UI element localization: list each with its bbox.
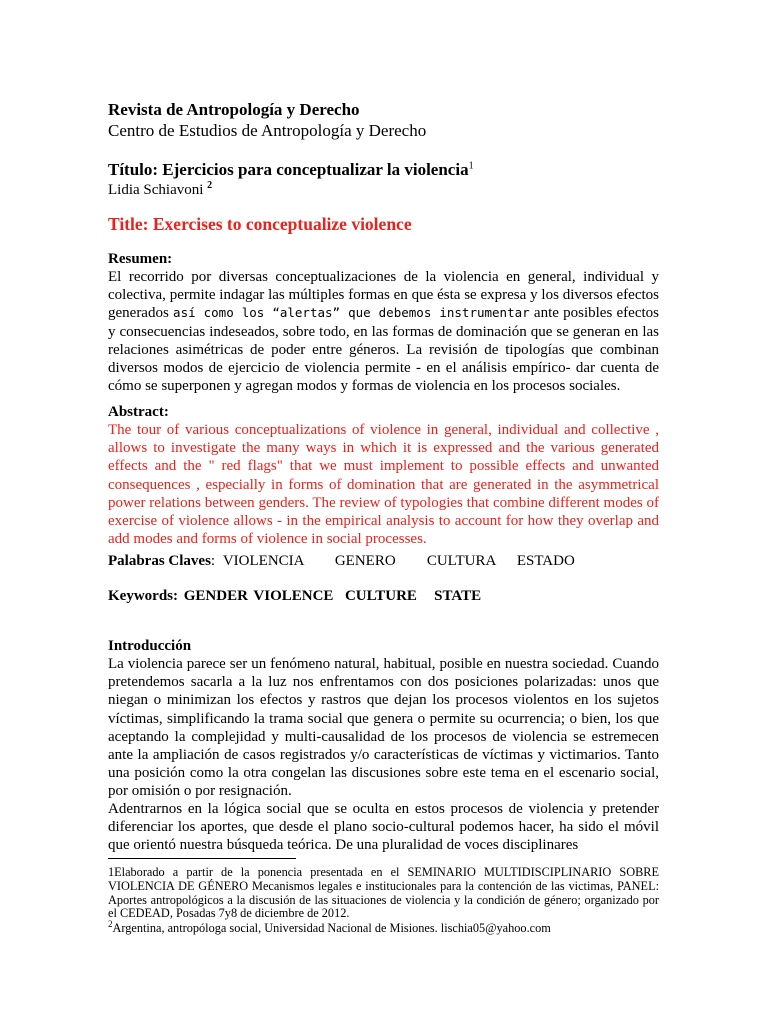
- keywords-label: Keywords:: [108, 588, 178, 604]
- keyword-term: VIOLENCE: [253, 588, 334, 604]
- footnote-1: 1Elaborado a partir de la ponencia presentada en el SEMINARIO MULTIDISCIPLINARIO SOBRE VIOLENCIA DE GÉNERO Mecanismos legales e institucionales para la contención de las victimas, PANEL: Aportes antropológicos a la discusión de las situaciones de violencia y la condición de género; organizado por el CEDEAD, Posadas 7y8 de diciembre de 2012.: [108, 865, 659, 921]
- introduccion-heading: Introducción: [108, 638, 192, 654]
- footnote-2-mark: 2: [108, 918, 113, 929]
- resumen-text-a: El recorrido por diversas conceptualizaciones de la violencia en general, individual y colectiva, permite indagar las múltiples formas en que ésta se expresa y los diversos efectos generados: [108, 269, 659, 322]
- palabras-claves: [108, 552, 575, 570]
- introduccion-para-2: Adentrarnos en la lógica social que se oculta en estos procesos de violencia y pretender diferenciar los aportes, que desde el plano socio-cultural podemos hacer, ha sido el móvil que orientó nuestra búsqueda teórica. De una pluralidad de voces disciplinares: [108, 801, 659, 854]
- footnote-divider: [108, 858, 296, 859]
- resumen-text: [108, 268, 659, 395]
- author-name: Lidia Schiavoni: [108, 182, 204, 198]
- palabra-term: CULTURA: [426, 553, 497, 569]
- spanish-title: [108, 160, 474, 180]
- resumen-text-mono: así como los “alertas” que debemos instrumentar: [173, 305, 530, 321]
- palabras-label: Palabras Claves: [108, 553, 211, 569]
- abstract-heading: Abstract:: [108, 404, 169, 420]
- keyword-term: STATE: [434, 588, 482, 604]
- keyword-term: GENDER: [183, 588, 248, 604]
- palabra-term: ESTADO: [516, 553, 575, 569]
- english-title: Title: Exercises to conceptualize violence: [108, 214, 412, 234]
- footnote-ref-1: 1: [468, 160, 474, 172]
- resumen-heading: Resumen:: [108, 251, 173, 267]
- introduccion-para-1: La violencia parece ser un fenómeno natural, habitual, posible en nuestra sociedad. Cuando pretendemos sacarla a la luz nos enfrentamos con dos posiciones polarizadas: unos que niegan o minimizan los efectos y rastros que dejan los procesos violentos en los sujetos víctimas, simplificando la trama social que genera o permite su ocurrencia; o bien, los que aceptando la complejidad y multi-causalidad de los procesos de violencia se estremecen ante la ampliación de casos registrados y/o características de víctimas y victimarios. Tanto una posición como la otra congelan las discusiones sobre este tema en el escenario social, por omisión o por resignación.: [108, 656, 659, 800]
- palabras-colon: :: [210, 553, 216, 569]
- author-line: [108, 181, 212, 199]
- keywords: [108, 587, 481, 605]
- palabra-term: GENERO: [334, 553, 396, 569]
- abstract-text: The tour of various conceptualizations of violence in general, individual and collective , allows to investigate the many ways in which it is expressed and the various generated effects and the " red flags" that we must implement to possible effects and unwanted consequences , especially in forms of domination that are generated in the asymmetrical power relations between genders. The review of typologies that combine different modes of exercise of violence allows - in the empirical analysis to account for how they overlap and add modes and forms of violence in social processes.: [108, 422, 659, 548]
- footnote-2: [108, 918, 659, 936]
- spanish-title-text: Título: Ejercicios para conceptualizar la violencia: [108, 160, 469, 179]
- footnote-ref-2: 2: [207, 180, 213, 191]
- keyword-term: CULTURE: [344, 588, 417, 604]
- journal-title: Revista de Antropología y Derecho: [108, 100, 360, 119]
- resumen-text-b: ante posibles efectos y consecuencias indeseados, sobre todo, en las formas de dominación que se generan en las relaciones asimétricas de poder entre géneros. La revisión de tipologías que combinan diversos modos de ejercicio de violencia permite - en el análisis empírico- dar cuenta de cómo se superponen y agregan modos y formas de violencia en los procesos sociales.: [108, 305, 659, 395]
- palabra-term: VIOLENCIA: [222, 553, 305, 569]
- center-name: Centro de Estudios de Antropología y Derecho: [108, 121, 427, 140]
- footnote-2-text: Argentina, antropóloga social, Universidad Nacional de Misiones. lischia05@yahoo.com: [112, 921, 551, 935]
